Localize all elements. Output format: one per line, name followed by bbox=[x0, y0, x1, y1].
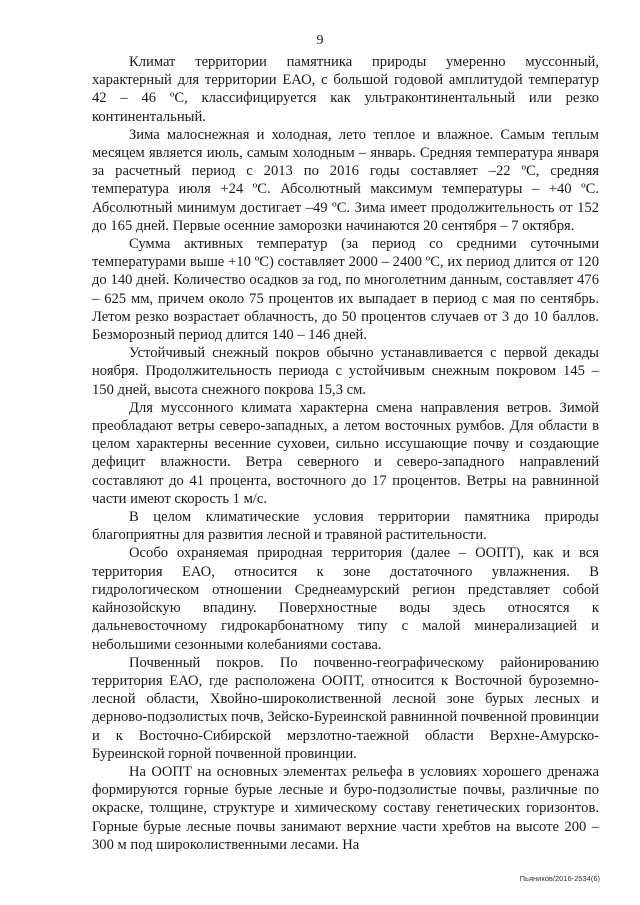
document-body bbox=[92, 53, 599, 854]
paragraph-climate-summary: В целом климатические условия территории памятника природы благоприятны для развития лесной и травяной растительности. bbox=[92, 509, 599, 544]
paragraph-hydrology: Особо охраняемая природная территория (далее – ООПТ), как и вся территория ЕАО, относится к зоне достаточного увлажнения. В гидрологическом отношении Среднеамурский регион представляет собой кайнозойскую впадину. Поверхностные воды здесь относятся к дальневосточному гидрокарбонатному типу с малой минерализацией и небольшими сезонными колебаниями состава. bbox=[92, 545, 599, 653]
footer-document-code: Пьяников/2016-2534(6) bbox=[519, 874, 600, 883]
paragraph-winds: Для муссонного климата характерна смена направления ветров. Зимой преобладают ветры северо-западных, а летом восточных румбов. Для области в целом характерны весенние суховеи, сильно иссушающие почву и создающие дефицит влажности. Ветра северного и северо-западного направлений составляют до 41 процента, восточного до 17 процентов. Ветры на равнинной части имеют скорость 1 м/с. bbox=[92, 399, 599, 507]
paragraph-snow-cover: Устойчивый снежный покров обычно устанавливается с первой декады ноября. Продолжительность периода с устойчивым снежным покровом 145 – 150 дней, высота снежного покрова 15,3 см. bbox=[92, 345, 599, 398]
paragraph-soil-types: На ООПТ на основных элементах рельефа в условиях хорошего дренажа формируются горные бурые лесные и буро-подзолистые почвы, различные по окраске, толщине, структуре и химическому составу генетических горизонтов. Горные бурые лесные почвы занимают верхние части хребтов на высоте 200 – 300 м под широколиственными лесами. На bbox=[92, 763, 599, 853]
paragraph-climate: Климат территории памятника природы умеренно муссонный, характерный для территории ЕАО, с большой годовой амплитудой температур 42 – 46 ºС, классифицируется как ультраконтинентальный или резко континентальный. bbox=[92, 54, 599, 125]
paragraph-winter: Зима малоснежная и холодная, лето теплое и влажное. Самым теплым месяцем является июль, самым холодным – январь. Средняя температура января за расчетный период с 2013 по 2016 годы составляет –22 ºС, средняя температура июля +24 ºС. Абсолютный максимум температуры – +40 ºС. Абсолютный минимум достигает –49 ºС. Зима имеет продолжительность от 152 до 165 дней. Первые осенние заморозки начинаются 20 сентября – 7 октября. bbox=[92, 126, 599, 234]
page-number: 9 bbox=[316, 33, 324, 48]
paragraph-active-temperatures: Сумма активных температур (за период со средними суточными температурами выше +10 ºС) составляет 2000 – 2400 ºС, их период длится от 120 до 140 дней. Количество осадков за год, по многолетним данным, составляет 476 – 625 мм, причем около 75 процентов их выпадает в период с мая по сентябрь. Летом резко возрастает облачность, до 50 процентов случаев от 3 до 10 баллов. Безморозный период длится 140 – 146 дней. bbox=[92, 236, 599, 344]
paragraph-soil-cover: Почвенный покров. По почвенно-географическому районированию территория ЕАО, где расположена ООПТ, относится к Восточной буроземно-лесной области, Хвойно-широколиственной лесной зоне бурых лесных и дерново-подзолистых почв, Зейско-Буреинской равнинной почвенной провинции и к Восточно-Сибирской мерзлотно-таежной области Верхне-Амурско-Буреинской горной почвенной провинции. bbox=[92, 654, 599, 762]
